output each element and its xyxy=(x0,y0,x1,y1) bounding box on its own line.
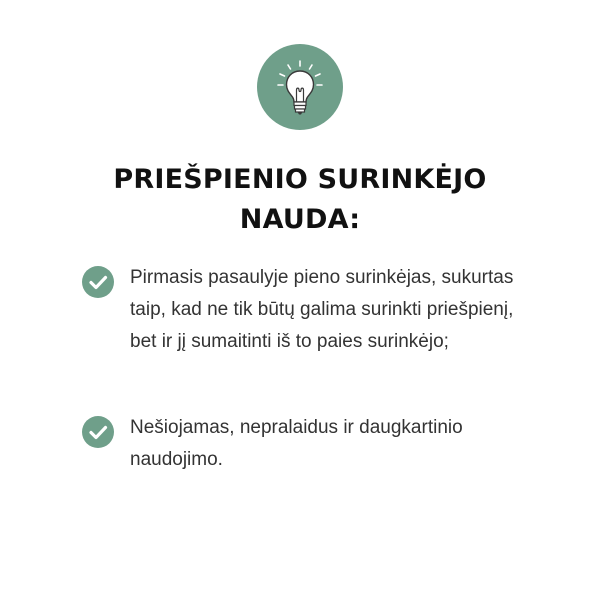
page-title: PRIEŠPIENIO SURINKĖJO NAUDA: xyxy=(113,164,487,235)
light-bulb-icon xyxy=(257,44,343,130)
list-item-text: Pirmasis pasaulyje pieno surinkėjas, sukurtas taip, kad ne tik būtų galima surinkti priešpienį, bet ir jį sumaitinti iš to paies surinkėjo; xyxy=(130,267,514,352)
check-icon xyxy=(82,416,114,448)
check-icon xyxy=(82,266,114,298)
list-item-text: Nešiojamas, nepralaidus ir daugkartinio naudojimo. xyxy=(130,417,463,470)
